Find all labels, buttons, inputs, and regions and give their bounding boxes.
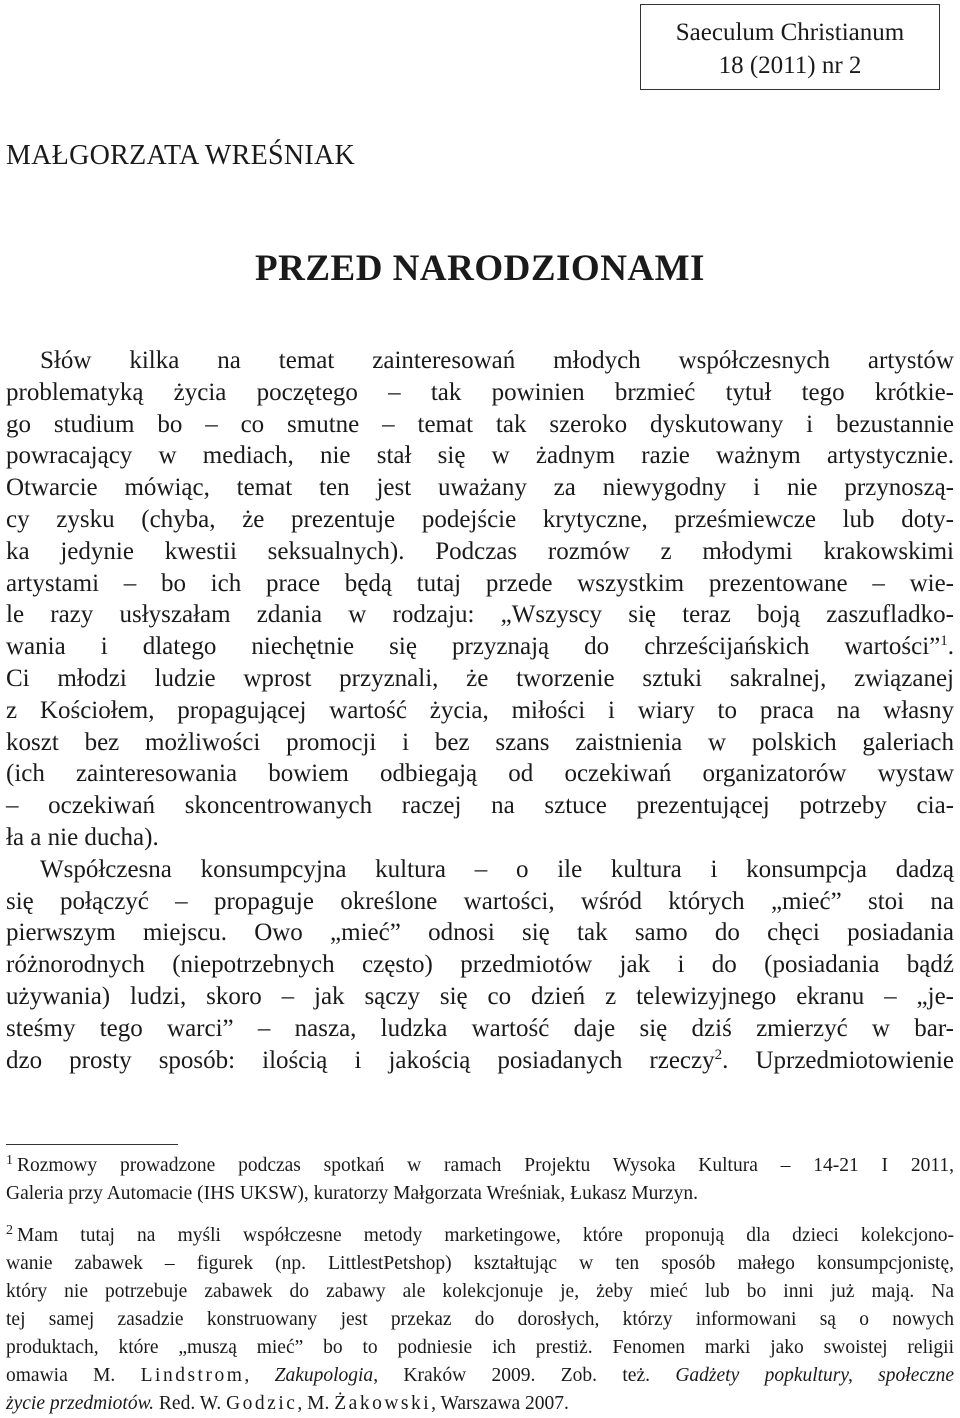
cited-title: Zakupologia <box>274 1365 374 1386</box>
fn-text: Red. W. <box>154 1393 227 1414</box>
body-line: artystami – bo ich prace będą tutaj przede wszystkim prezentowane – wie- <box>6 569 954 597</box>
body-line: problematyką życia poczętego – tak powinien brzmieć tytuł tego krótkie- <box>6 378 954 406</box>
footnote-2-line <box>6 1390 954 1418</box>
footnote-2-text: Mam tutaj na myśli współczesne metody marketingowe, które proponują dla dzieci kolekcjono- <box>17 1225 954 1246</box>
cited-author: Lindstrom <box>140 1365 245 1386</box>
journal-name: Saeculum Christianum <box>675 19 905 46</box>
cited-title: życie przedmiotów. <box>6 1393 155 1414</box>
cited-author: Żakowski <box>334 1393 432 1414</box>
body-line-text: wania i dlatego niechętnie się przyznają do chrześcijańskich wartości” <box>6 633 941 661</box>
body-line: ka jedynie kwestii seksualnych). Podczas rozmów z młodymi krakowskimi <box>6 537 954 565</box>
body-line: z Kościołem, propagującej wartość życia, miłości i wiary to praca na własny <box>6 696 954 724</box>
body-line-text: dzo prosty sposób: ilością i jakością posiadanych rzeczy <box>6 1046 715 1074</box>
body-line: (ich zainteresowania bowiem odbiegają od oczekiwań organizatorów wystaw <box>6 760 954 788</box>
body-line: używania) ludzi, skoro – jak sączy się co dzień z telewizyjnego ekranu – „je- <box>6 982 954 1010</box>
fn-text: , M. <box>297 1393 335 1414</box>
cited-author: Godzic <box>226 1393 298 1414</box>
fn-text: , Kraków 2009. Zob. też. <box>373 1365 676 1386</box>
fn-text: , <box>244 1365 275 1386</box>
footnote-2-line: produktach, które „muszą mieć” bo to podniesie ich prestiż. Fenomen marki jako swoistej religii <box>6 1337 954 1358</box>
body-line: powracający w mediach, nie stał się w żadnym razie ważnym artystycznie. <box>6 442 954 470</box>
footnote-2-line <box>6 1362 954 1390</box>
author-name: MAŁGORZATA WREŚNIAK <box>6 140 356 171</box>
body-line: koszt bez możliwości promocji i bez szans zaistnienia w polskich galeriach <box>6 728 954 756</box>
body-line: go studium bo – co smutne – temat tak szeroko dyskutowany i bezustannie <box>6 410 954 438</box>
footnote-1-line: Galeria przy Automacie (IHS UKSW), kuratorzy Małgorzata Wreśniak, Łukasz Murzyn. <box>6 1183 698 1204</box>
body-line: steśmy tego warci” – nasza, ludzka wartość daje się dziś zmierzyć w bar- <box>6 1014 954 1042</box>
body-line: ła a nie ducha). <box>6 823 159 851</box>
article-title: PRZED NARODZIONAMI <box>255 248 705 289</box>
body-line: się połączyć – propaguje określone wartości, wśród których „mieć” stoi na <box>6 887 954 915</box>
body-line: – oczekiwań skoncentrowanych raczej na sztuce prezentującej potrzeby cia- <box>6 792 954 820</box>
fn-text: omawia M. <box>6 1365 141 1386</box>
footnote-divider <box>6 1144 178 1145</box>
body-line: Ci młodzi ludzie wprost przyznali, że tworzenie sztuki sakralnej, związanej <box>6 664 954 692</box>
footnote-2-line <box>6 1222 954 1250</box>
footnote-2-line: tej samej zasadzie konstruowany jest przekaz do dorosłych, którzy informowani są o nowych <box>6 1309 954 1330</box>
footnote-1-number: 1 <box>6 1153 13 1168</box>
body-line: różnorodnych (niepotrzebnych często) przedmiotów jak i do (posiadania bądź <box>6 951 954 979</box>
body-line: Otwarcie mówiąc, temat ten jest uważany za niewygodny i nie przynoszą- <box>6 474 954 502</box>
footnote-ref-2[interactable]: 2 <box>714 1046 723 1063</box>
body-line: Słów kilka na temat zainteresowań młodych współczesnych artystów <box>40 347 954 374</box>
footnote-1-text: Rozmowy prowadzone podczas spotkań w ramach Projektu Wysoka Kultura – 14-21 I 2011, <box>17 1155 954 1176</box>
footnotes <box>6 1152 954 1418</box>
footnote-ref-1[interactable]: 1 <box>940 633 948 650</box>
footnote-2-number: 2 <box>6 1223 13 1238</box>
journal-header-box <box>640 4 940 90</box>
article-body <box>6 345 954 1076</box>
body-line: pierwszym miejscu. Owo „mieć” odnosi się tak samo do chęci posiadania <box>6 919 954 947</box>
footnote-2-line: wanie zabawek – figurek (np. LittlestPetshop) kształtując w ten sposób małego konsumpcjonistę, <box>6 1253 954 1274</box>
body-line: Współczesna konsumpcyjna kultura – o ile kultura i konsumpcja dadzą <box>40 855 954 883</box>
cited-title: Gadżety popkultury, społeczne <box>675 1365 954 1386</box>
fn-text: , Warszawa 2007. <box>431 1393 569 1414</box>
body-line: le razy usłyszałam zdania w rodzaju: „Wszyscy się teraz boją zaszufladko- <box>6 601 954 629</box>
body-line <box>6 1045 954 1077</box>
footnote-1-line <box>6 1152 954 1180</box>
body-line: wania i dlatego niechętnie się przyznają do chrześcijańskich wartości”$^1$. <box>6 633 954 661</box>
journal-issue: 18 (2011) nr 2 <box>718 52 862 79</box>
body-line-tail: . Uprzedmiotowienie <box>722 1046 954 1074</box>
body-line: cy zysku (chyba, że prezentuje podejście krytyczne, prześmiewcze lub doty- <box>6 505 954 533</box>
footnote-2-line: który nie potrzebuje zabawek do zabawy ale kolekcjonuje je, żeby mieć lub bo inni już mają. Na <box>6 1281 954 1302</box>
